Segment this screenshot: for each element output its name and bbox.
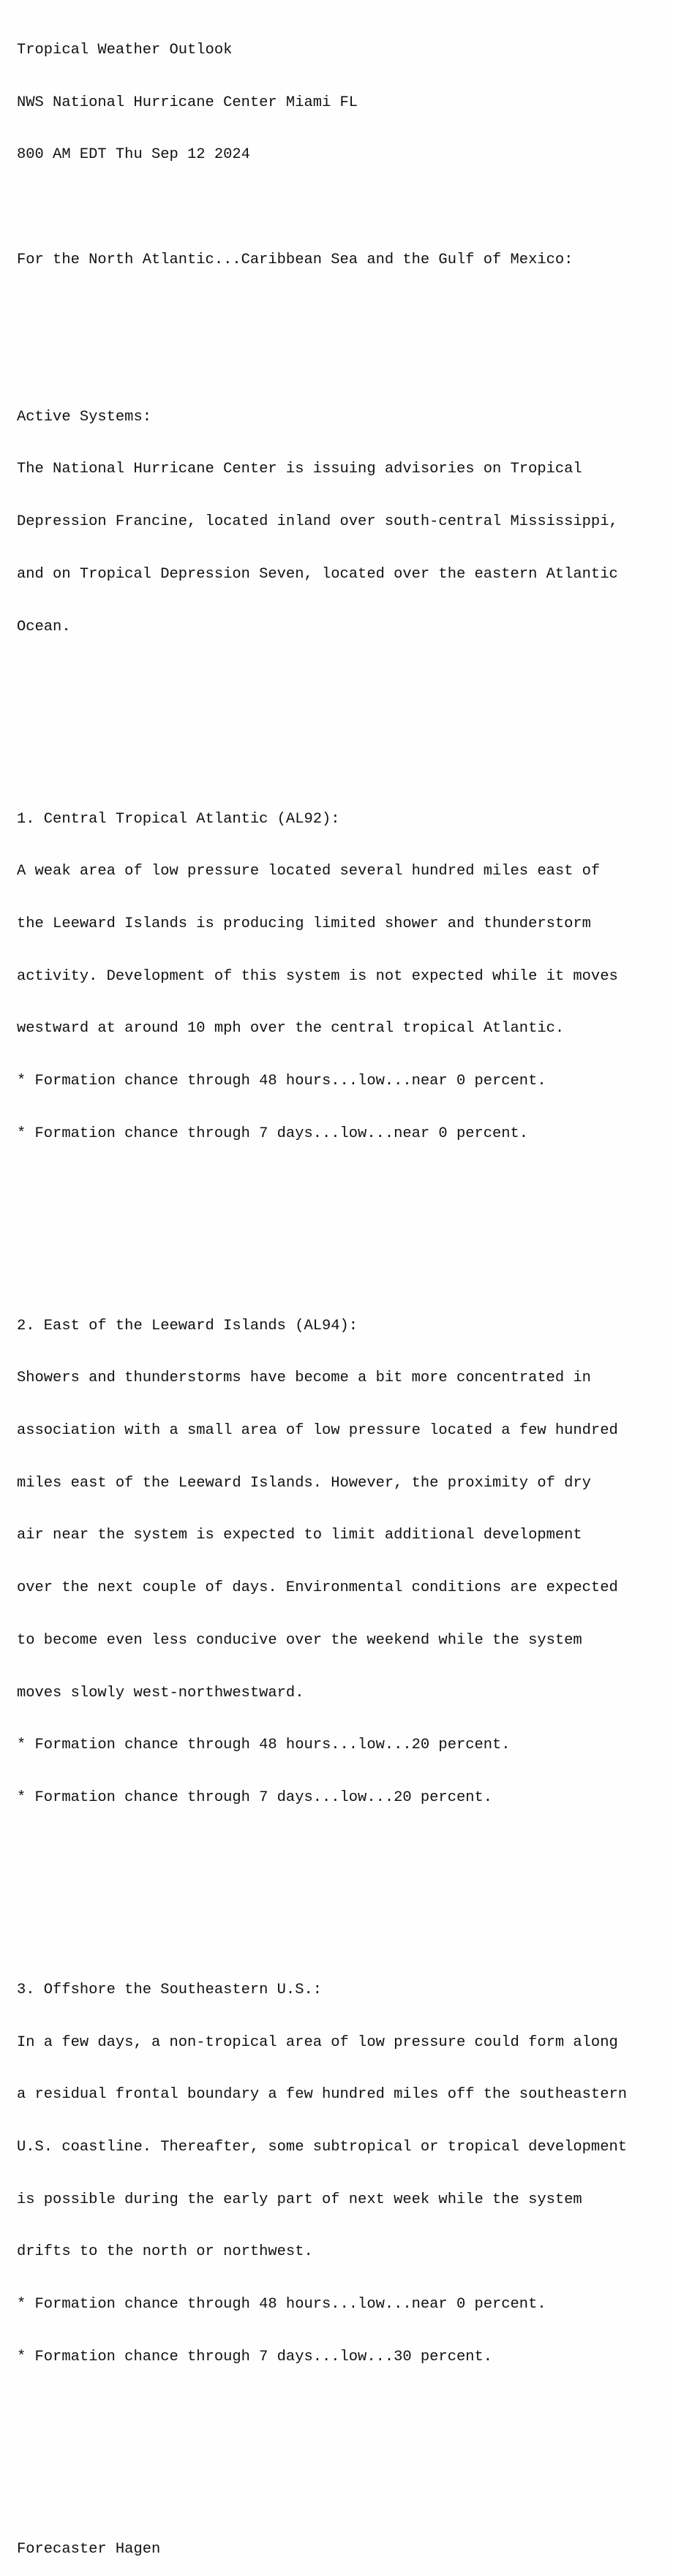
system-heading: 2. East of the Leeward Islands (AL94): [17, 1317, 358, 1334]
paragraph-line: A weak area of low pressure located several hundred miles east of [17, 863, 601, 880]
paragraph-line: drifts to the north or northwest. [17, 2243, 313, 2261]
system-heading: 1. Central Tropical Atlantic (AL92): [17, 810, 340, 828]
paragraph-line: Depression Francine, located inland over south-central Mississippi, [17, 513, 618, 531]
paragraph-line: to become even less conducive over the weekend while the system [17, 1631, 582, 1649]
paragraph-line: The National Hurricane Center is issuing advisories on Tropical [17, 461, 582, 478]
paragraph-line: Ocean. [17, 618, 71, 635]
blank-line [17, 706, 627, 723]
paragraph-line: the Leeward Islands is producing limited shower and thunderstorm [17, 915, 591, 932]
paragraph-line: moves slowly west-northwestward. [17, 1684, 304, 1701]
formation-chance-48h: * Formation chance through 48 hours...low...near 0 percent. [17, 1073, 546, 1090]
formation-chance-7d: * Formation chance through 7 days...low...near 0 percent. [17, 1125, 529, 1142]
forecaster-signature: Forecaster Hagen [17, 2540, 161, 2558]
formation-chance-7d: * Formation chance through 7 days...low...20 percent. [17, 1789, 493, 1806]
paragraph-line: air near the system is expected to limit additional development [17, 1527, 582, 1544]
issuing-office: NWS National Hurricane Center Miami FL [17, 94, 358, 111]
paragraph-line: is possible during the early part of next week while the system [17, 2191, 582, 2208]
paragraph-line: U.S. coastline. Thereafter, some subtropical or tropical development [17, 2139, 627, 2156]
blank-line [17, 2488, 627, 2506]
system-3-section [17, 1946, 627, 2401]
paragraph-line: Showers and thunderstorms have become a bit more concentrated in [17, 1370, 591, 1387]
blank-line [17, 1212, 627, 1230]
paragraph-line: In a few days, a non-tropical area of low pressure could form along [17, 2033, 618, 2051]
paragraph-line: a residual frontal boundary a few hundred miles off the southeastern [17, 2086, 627, 2104]
formation-chance-7d: * Formation chance through 7 days...low...30 percent. [17, 2348, 493, 2365]
paragraph-line: and on Tropical Depression Seven, located over the eastern Atlantic [17, 565, 618, 583]
section-heading: Active Systems: [17, 408, 151, 426]
system-2-section [17, 1283, 627, 1842]
active-systems-section [17, 374, 627, 671]
region-statement: For the North Atlantic...Caribbean Sea and the Gulf of Mexico: [17, 251, 574, 268]
system-1-section [17, 776, 627, 1178]
blank-line [17, 2436, 627, 2453]
formation-chance-48h: * Formation chance through 48 hours...low...near 0 percent. [17, 2296, 546, 2314]
paragraph-line: westward at around 10 mph over the central tropical Atlantic. [17, 1020, 565, 1038]
product-title: Tropical Weather Outlook [17, 41, 233, 58]
blank-line [17, 1877, 627, 1895]
paragraph-line: miles east of the Leeward Islands. However, the proximity of dry [17, 1474, 591, 1492]
paragraph-line: activity. Development of this system is not expected while it moves [17, 967, 618, 985]
tropical-weather-outlook [17, 7, 627, 2576]
issue-time: 800 AM EDT Thu Sep 12 2024 [17, 146, 250, 164]
system-heading: 3. Offshore the Southeastern U.S.: [17, 1981, 322, 1998]
paragraph-line: over the next couple of days. Environmental conditions are expected [17, 1579, 618, 1597]
formation-chance-48h: * Formation chance through 48 hours...low...20 percent. [17, 1737, 511, 1754]
blank-line [17, 303, 627, 321]
paragraph-line: association with a small area of low pressure located a few hundred [17, 1422, 618, 1440]
blank-line [17, 199, 627, 216]
